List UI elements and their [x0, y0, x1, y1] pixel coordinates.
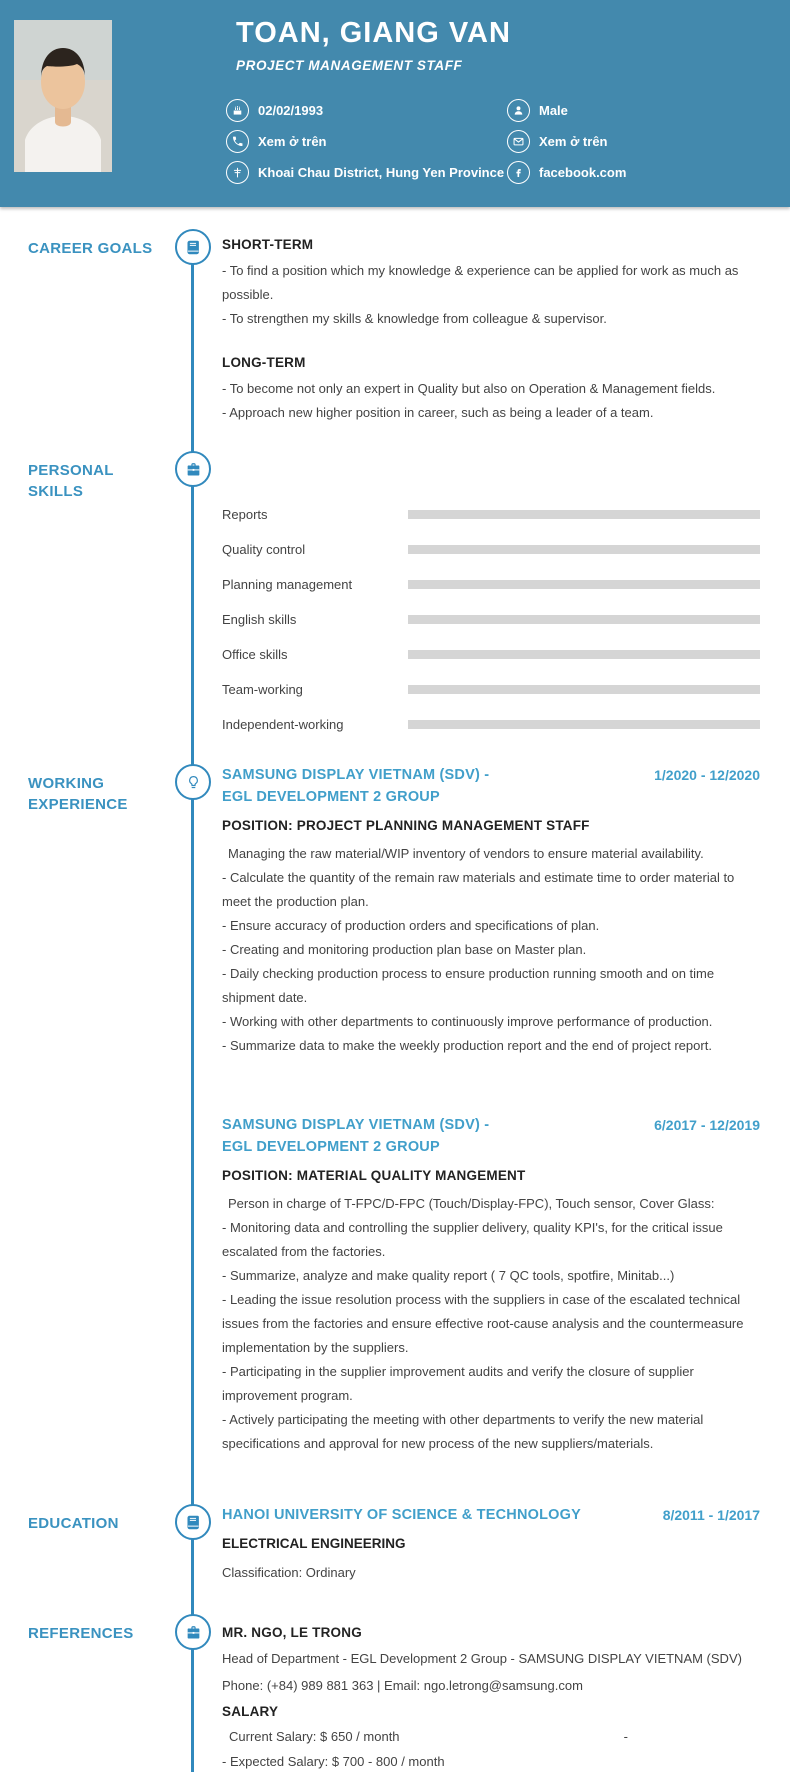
header-info: [226, 0, 790, 207]
education-dates: 8/2011 - 1/2017: [662, 1507, 760, 1523]
skill-label: Planning management: [222, 577, 353, 592]
phone-icon: [226, 130, 249, 153]
skill-bar-track: [408, 545, 760, 554]
short-term-items: [222, 259, 760, 331]
goal-item: - Approach new higher position in career, such as being a leader of a team.: [222, 405, 654, 420]
job-bullet: - Monitoring data and controlling the supplier delivery, quality KPI's, for the critical issue escalated from the factories.: [222, 1220, 723, 1259]
job-bullet: Person in charge of T-FPC/D-FPC (Touch/Display-FPC), Touch sensor, Cover Glass:: [228, 1196, 715, 1211]
skill-label: Team-working: [222, 682, 303, 697]
gender-value: Male: [539, 103, 568, 118]
person-icon: [507, 99, 530, 122]
contact-facebook: [507, 157, 626, 188]
profile-photo: [14, 20, 112, 172]
contact-block: [226, 95, 790, 188]
contacts-left-column: [226, 95, 507, 188]
section-references: [0, 1614, 790, 1774]
expected-salary: - Expected Salary: $ 700 - 800 / month: [222, 1754, 445, 1769]
references-title: REFERENCES: [28, 1625, 134, 1642]
job-bullet: Managing the raw material/WIP inventory of vendors to ensure material availability.: [228, 846, 704, 861]
section-education: [0, 1504, 790, 1584]
address-value: Khoai Chau District, Hung Yen Province: [258, 165, 505, 180]
company-name: SAMSUNG DISPLAY VIETNAM (SDV) - EGL DEVELOPMENT 2 GROUP: [222, 767, 490, 805]
email-icon: [507, 130, 530, 153]
skill-row: [222, 497, 760, 532]
job-bullet: - Creating and monitoring production plan base on Master plan.: [222, 942, 587, 957]
cv-body: [0, 207, 790, 1790]
long-term-items: [222, 377, 760, 425]
job-entry: [222, 1114, 760, 1456]
skill-bar-track: [408, 510, 760, 519]
phone-value: Xem ở trên: [258, 134, 327, 149]
book-icon: [175, 1504, 211, 1540]
career-goals-title: CAREER GOALS: [28, 240, 153, 257]
goal-item: - To find a position which my knowledge & experience can be applied for work as much as possible.: [222, 263, 739, 302]
skills-list: [222, 497, 760, 742]
long-term-heading: LONG-TERM: [222, 355, 306, 370]
job-bullet: - Summarize, analyze and make quality report ( 7 QC tools, spotfire, Minitab...): [222, 1268, 675, 1283]
skill-label: Office skills: [222, 647, 288, 662]
skill-bar-track: [408, 580, 760, 589]
job-bullet: - Calculate the quantity of the remain raw materials and estimate time to order material to meet the production plan.: [222, 870, 735, 909]
skill-bar-track: [408, 615, 760, 624]
skill-bar-track: [408, 650, 760, 659]
reference-contact: Phone: (+84) 989 881 363 | Email: ngo.letrong@samsung.com: [222, 1678, 583, 1693]
skill-row: [222, 567, 760, 602]
skill-row: [222, 637, 760, 672]
job-entry: [222, 764, 760, 1058]
salary-heading: SALARY: [222, 1704, 279, 1719]
reference-name: MR. NGO, LE TRONG: [222, 1625, 362, 1640]
job-position: POSITION: PROJECT PLANNING MANAGEMENT STAFF: [222, 818, 590, 833]
contact-birthday: [226, 95, 507, 126]
classification: Classification: Ordinary: [222, 1565, 356, 1580]
current-salary: Current Salary: $ 650 / month: [229, 1729, 400, 1744]
job-bullets: [222, 842, 760, 1058]
person-name: TOAN, GIANG VAN: [236, 17, 511, 49]
skill-row: [222, 602, 760, 637]
skill-label: Quality control: [222, 542, 306, 557]
skill-bar-track: [408, 685, 760, 694]
facebook-link[interactable]: facebook.com: [539, 165, 627, 180]
location-signpost-icon: [226, 161, 249, 184]
skill-label: English skills: [222, 612, 297, 627]
skill-row: [222, 532, 760, 567]
contact-email: [507, 126, 626, 157]
profile-photo-placeholder: [14, 20, 112, 172]
contact-phone: [226, 126, 507, 157]
skill-label: Reports: [222, 507, 268, 522]
birthday-cake-icon: [226, 99, 249, 122]
reference-role: Head of Department - EGL Development 2 Group - SAMSUNG DISPLAY VIETNAM (SDV): [222, 1651, 742, 1666]
header: [0, 0, 790, 207]
job-bullet: - Daily checking production process to ensure production running smooth and on time shipment date.: [222, 966, 715, 1005]
education-title: EDUCATION: [28, 1515, 119, 1532]
job-bullet: - Actively participating the meeting with other departments to verify the new material specifications and approval for new process of the new suppliers/materials.: [222, 1412, 704, 1451]
company-name: SAMSUNG DISPLAY VIETNAM (SDV) - EGL DEVELOPMENT 2 GROUP: [222, 1117, 490, 1155]
job-bullets: [222, 1192, 760, 1456]
briefcase-icon: [175, 1614, 211, 1650]
skill-label: Independent-working: [222, 717, 344, 732]
goal-item: - To become not only an expert in Quality but also on Operation & Management fields.: [222, 381, 716, 396]
contact-address: [226, 157, 507, 188]
personal-skills-title: PERSONAL SKILLS: [28, 462, 114, 500]
section-personal-skills: [0, 451, 790, 742]
job-bullet: - Participating in the supplier improvement audits and verify the closure of supplier improvement program.: [222, 1364, 694, 1403]
job-bullet: - Summarize data to make the weekly production report and the end of project report.: [222, 1038, 712, 1053]
contact-gender: [507, 95, 626, 126]
school-name: HANOI UNIVERSITY OF SCIENCE & TECHNOLOGY: [222, 1507, 581, 1523]
job-bullet: - Working with other departments to continuously improve performance of production.: [222, 1014, 713, 1029]
skill-bar-track: [408, 720, 760, 729]
facebook-icon: [507, 161, 530, 184]
birthday-value: 02/02/1993: [258, 103, 324, 118]
lightbulb-icon: [175, 764, 211, 800]
degree: ELECTRICAL ENGINEERING: [222, 1536, 406, 1551]
contacts-right-column: [507, 95, 626, 188]
section-working-experience: [0, 764, 790, 1456]
briefcase-icon: [175, 451, 211, 487]
job-position: POSITION: MATERIAL QUALITY MANGEMENT: [222, 1168, 526, 1183]
goal-item: - To strengthen my skills & knowledge from colleague & supervisor.: [222, 311, 607, 326]
short-term-heading: SHORT-TERM: [222, 237, 314, 252]
salary-separator: -: [623, 1729, 628, 1744]
job-dates: 1/2020 - 12/2020: [654, 767, 760, 783]
job-bullet: - Leading the issue resolution process with the suppliers in case of the escalated technical issues from the factories and ensure effective root-cause analysis and the countermeasure implementation by the suppliers.: [222, 1292, 744, 1355]
person-job-title: PROJECT MANAGEMENT STAFF: [236, 58, 463, 73]
job-bullet: - Ensure accuracy of production orders and specifications of plan.: [222, 918, 600, 933]
email-value: Xem ở trên: [539, 134, 608, 149]
skill-row: [222, 707, 760, 742]
skill-row: [222, 672, 760, 707]
working-experience-title: WORKING EXPERIENCE: [28, 775, 128, 813]
book-icon: [175, 229, 211, 265]
job-dates: 6/2017 - 12/2019: [654, 1117, 760, 1133]
section-career-goals: [0, 229, 790, 425]
